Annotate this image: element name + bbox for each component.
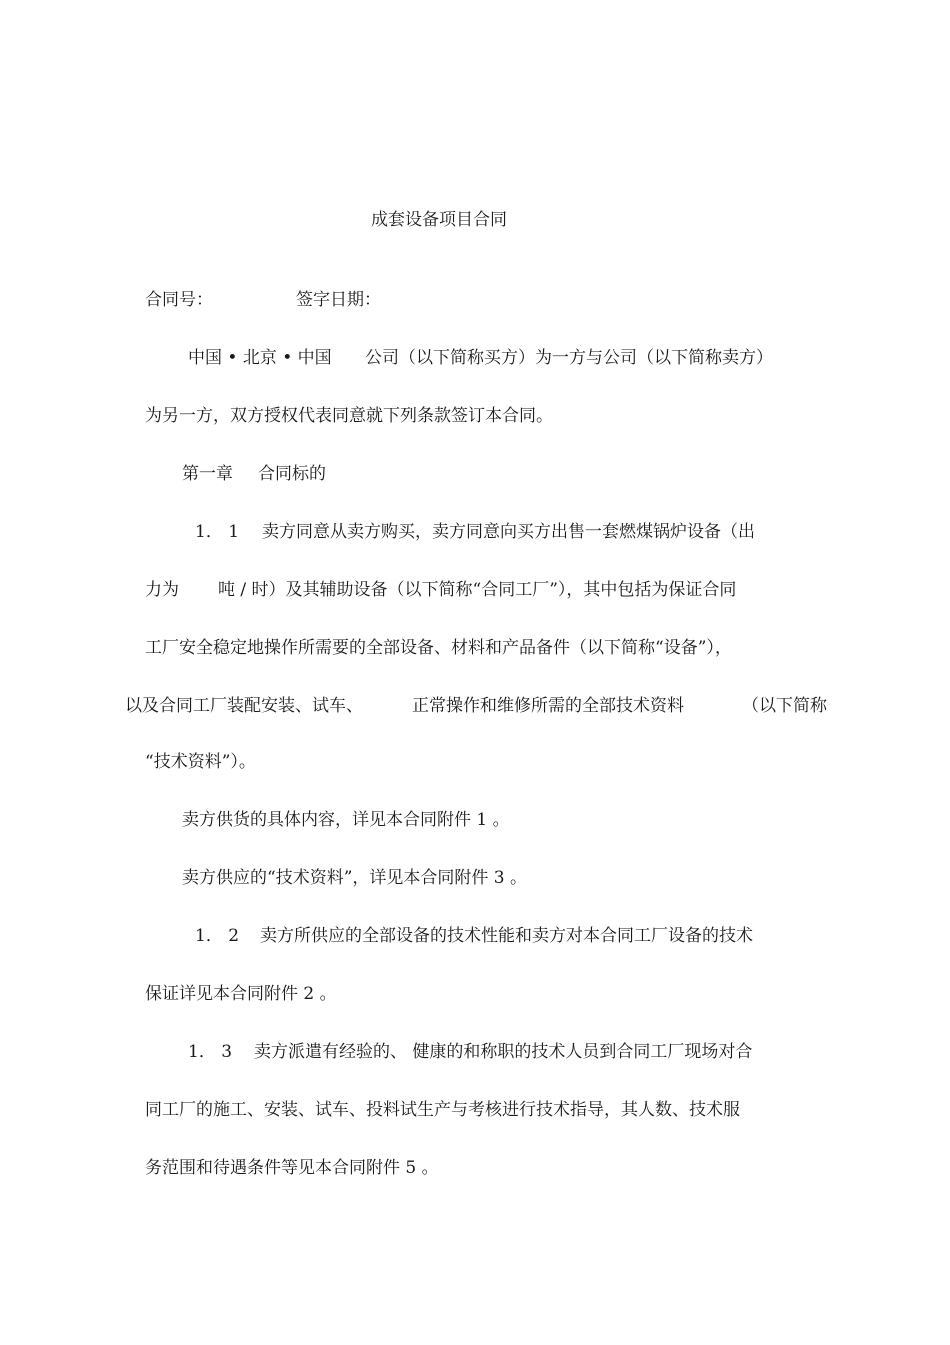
clause-1-3-line-3: 务范围和待遇条件等见本合同附件 5 。 (145, 1158, 439, 1178)
clause-1-2-number: 1． 2 (195, 926, 240, 946)
clause-1-1-text-4b: 正常操作和维修所需的全部技术资料 (412, 696, 684, 716)
clause-1-1-text-4a: 以及合同工厂装配安装、试车、 (125, 696, 363, 716)
clause-1-1-text-4c: （以下简称 (742, 696, 827, 716)
clause-1-1-text-1: 卖方同意从卖方购买，卖方同意向买方出售一套燃煤锅炉设备（出 (262, 522, 755, 542)
clause-1-2-line-1 (195, 925, 795, 947)
supply-note-1: 卖方供货的具体内容，详见本合同附件 1 。 (182, 810, 510, 830)
preamble-line-1 (188, 347, 808, 369)
clause-1-1-line-1 (195, 521, 795, 543)
clause-1-1-line-5: “技术资料”）。 (145, 752, 256, 772)
clause-1-1-text-2a: 力为 (145, 580, 179, 600)
clause-1-3-number: 1． 3 (188, 1042, 233, 1062)
parties-text: 公司（以下简称买方）为一方与公司（以下简称卖方） (365, 348, 773, 368)
contract-no-label: 合同号： (145, 290, 213, 310)
clause-1-1-line-4 (125, 695, 825, 717)
sign-date-label: 签字日期： (296, 290, 381, 310)
supply-note-2: 卖方供应的“技术资料”，详见本合同附件 3 。 (182, 868, 528, 888)
document-title: 成套设备项目合同 (371, 210, 507, 230)
chapter-heading (182, 463, 382, 485)
chapter-name: 合同标的 (258, 464, 326, 484)
clause-1-1-line-2 (145, 579, 805, 601)
clause-1-1-text-2b: 吨 / 时）及其辅助设备（以下简称“合同工厂”），其中包括为保证合同 (218, 580, 737, 600)
clause-1-3-line-1 (188, 1041, 788, 1063)
clause-1-1-line-3: 工厂安全稳定地操作所需要的全部设备、材料和产品备件（以下简称“设备”）， (145, 638, 732, 658)
clause-1-3-text-1: 卖方派遣有经验的、 健康的和称职的技术人员到合同工厂现场对合 (254, 1042, 753, 1062)
contract-meta-row (145, 289, 545, 311)
clause-1-2-text-1: 卖方所供应的全部设备的技术性能和卖方对本合同工厂设备的技术 (260, 926, 753, 946)
clause-1-1-number: 1． 1 (195, 522, 240, 542)
buyer-name: 中国 • 北京 • 中国 (188, 348, 332, 368)
chapter-number: 第一章 (182, 464, 233, 484)
clause-1-2-line-2: 保证详见本合同附件 2 。 (145, 984, 337, 1004)
clause-1-3-line-2: 同工厂的施工、安装、试车、投料试生产与考核进行技术指导，其人数、技术服 (145, 1100, 740, 1120)
preamble-line-2: 为另一方，双方授权代表同意就下列条款签订本合同。 (145, 406, 553, 426)
